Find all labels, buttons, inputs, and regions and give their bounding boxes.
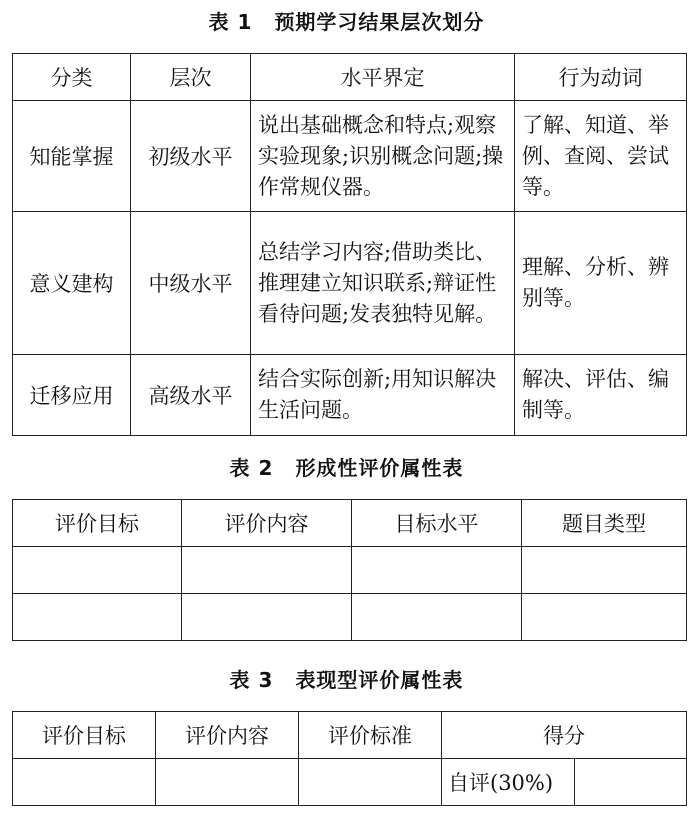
- table3-caption-text: 表现型评价属性表: [295, 668, 464, 692]
- verbs-cell: 解决、评估、编制等。: [515, 355, 687, 436]
- table3-header-row: [13, 712, 687, 759]
- category-cell: 意义建构: [13, 212, 131, 355]
- table1-header-cell: 行为动词: [515, 54, 687, 101]
- empty-cell: [156, 759, 299, 806]
- table1-header-row: [13, 54, 687, 101]
- table2-caption-text: 形成性评价属性表: [295, 456, 464, 480]
- table3-header-cell: 评价标准: [299, 712, 442, 759]
- empty-cell: [522, 547, 687, 594]
- table2-header-cell: 目标水平: [352, 500, 522, 547]
- self-eval-cell: 自评(30%): [442, 759, 575, 806]
- table3-header-cell: 评价目标: [13, 712, 156, 759]
- table3: [12, 711, 687, 806]
- table2-caption-number: 表 2: [229, 456, 274, 480]
- level-cell: 高级水平: [131, 355, 251, 436]
- category-cell: 知能掌握: [13, 101, 131, 212]
- empty-cell: [352, 594, 522, 641]
- verbs-cell: 理解、分析、辨别等。: [515, 212, 687, 355]
- empty-cell: [575, 759, 687, 806]
- verbs-cell: 了解、知道、举例、查阅、尝试等。: [515, 101, 687, 212]
- table-row: [13, 212, 687, 355]
- table1-caption-text: 预期学习结果层次划分: [274, 10, 485, 34]
- level-cell: 初级水平: [131, 101, 251, 212]
- table3-caption-number: 表 3: [229, 668, 274, 692]
- table3-header-cell: 得分: [442, 712, 687, 759]
- definition-cell: 结合实际创新;用知识解决生活问题。: [251, 355, 515, 436]
- table2-header-cell: 评价目标: [13, 500, 182, 547]
- table-row: [13, 355, 687, 436]
- table1: [12, 53, 687, 436]
- empty-cell: [13, 594, 182, 641]
- table1-header-cell: 层次: [131, 54, 251, 101]
- table1-header-cell: 分类: [13, 54, 131, 101]
- empty-cell: [352, 547, 522, 594]
- table1-caption-number: 表 1: [208, 10, 253, 34]
- table-row: [13, 759, 687, 806]
- empty-cell: [13, 759, 156, 806]
- level-cell: 中级水平: [131, 212, 251, 355]
- table2: [12, 499, 687, 641]
- category-cell: 迁移应用: [13, 355, 131, 436]
- table3-header-cell: 评价内容: [156, 712, 299, 759]
- table1-caption: [0, 6, 693, 35]
- empty-cell: [13, 547, 182, 594]
- definition-cell: 总结学习内容;借助类比、推理建立知识联系;辩证性看待问题;发表独特见解。: [251, 212, 515, 355]
- table-row: [13, 101, 687, 212]
- definition-cell: 说出基础概念和特点;观察实验现象;识别概念问题;操作常规仪器。: [251, 101, 515, 212]
- table2-caption: [0, 452, 693, 481]
- empty-cell: [299, 759, 442, 806]
- empty-cell: [522, 594, 687, 641]
- table2-header-cell: 题目类型: [522, 500, 687, 547]
- table-row: [13, 547, 687, 594]
- empty-cell: [182, 594, 352, 641]
- table2-header-row: [13, 500, 687, 547]
- table2-header-cell: 评价内容: [182, 500, 352, 547]
- empty-cell: [182, 547, 352, 594]
- table-row: [13, 594, 687, 641]
- table1-header-cell: 水平界定: [251, 54, 515, 101]
- table3-caption: [0, 664, 693, 693]
